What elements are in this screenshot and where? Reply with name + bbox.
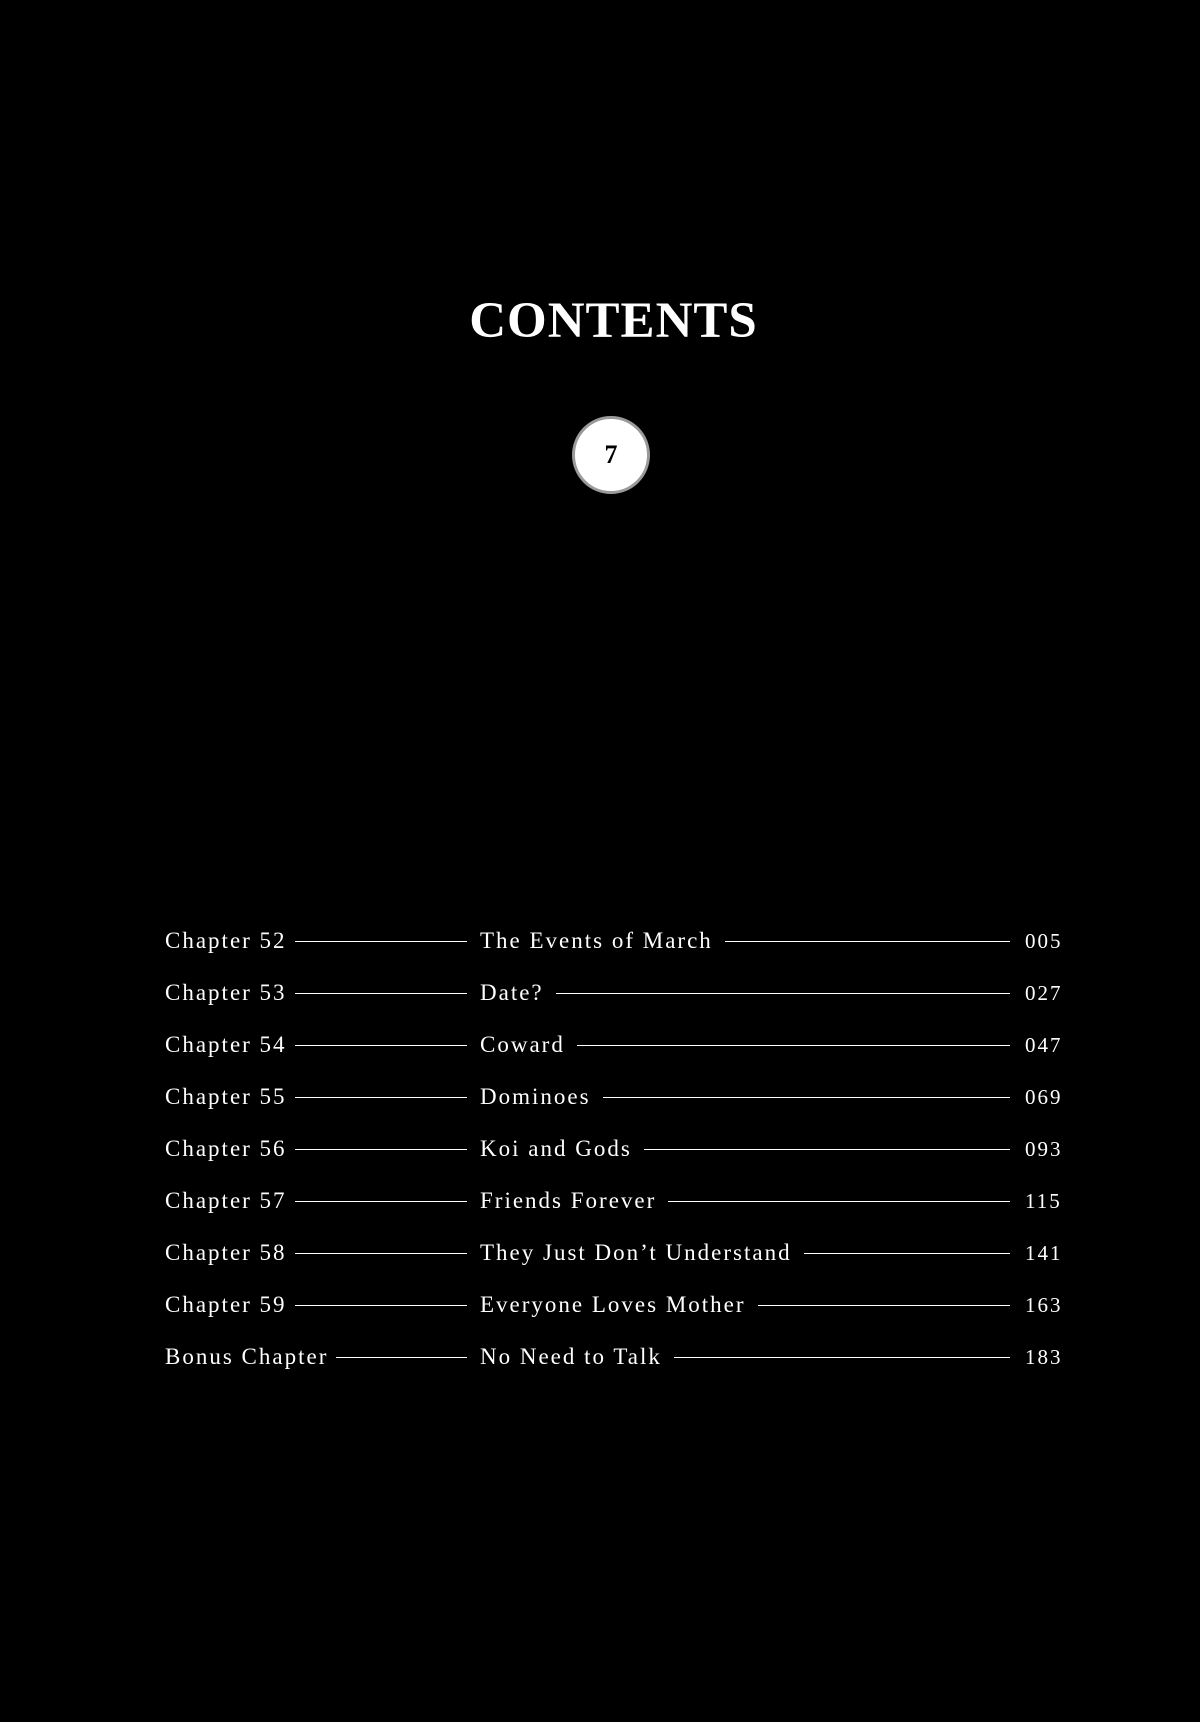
chapter-label: Chapter 56 <box>165 1134 295 1164</box>
page-number: 005 <box>1023 926 1063 956</box>
chapter-title: Date? <box>480 978 556 1008</box>
page-number: 183 <box>1023 1342 1063 1372</box>
chapter-label: Bonus Chapter <box>165 1342 336 1372</box>
toc-row[interactable] <box>0 1226 1200 1278</box>
chapter-title: Koi and Gods <box>480 1134 644 1164</box>
leader-line <box>295 1201 467 1202</box>
toc-row[interactable] <box>0 1278 1200 1330</box>
chapter-label: Chapter 54 <box>165 1030 295 1060</box>
table-of-contents <box>0 914 1200 1382</box>
leader-line <box>295 1045 467 1046</box>
page-number: 115 <box>1023 1186 1062 1216</box>
leader-line <box>295 941 467 942</box>
leader-line <box>295 1097 467 1098</box>
chapter-title: No Need to Talk <box>480 1342 674 1372</box>
chapter-label: Chapter 59 <box>165 1290 295 1320</box>
page-number: 027 <box>1023 978 1063 1008</box>
toc-row[interactable] <box>0 966 1200 1018</box>
leader-line <box>295 993 467 994</box>
page-number: 069 <box>1023 1082 1063 1112</box>
page-title: CONTENTS <box>469 293 758 350</box>
chapter-label: Chapter 55 <box>165 1082 295 1112</box>
chapter-title: Everyone Loves Mother <box>480 1290 758 1320</box>
chapter-title: Dominoes <box>480 1082 603 1112</box>
volume-badge <box>572 416 650 494</box>
chapter-title: Coward <box>480 1030 577 1060</box>
chapter-title: The Events of March <box>480 926 725 956</box>
leader-line <box>295 1253 467 1254</box>
toc-row[interactable] <box>0 1018 1200 1070</box>
toc-row[interactable] <box>0 1070 1200 1122</box>
toc-row[interactable] <box>0 914 1200 966</box>
chapter-label: Chapter 57 <box>165 1186 295 1216</box>
chapter-label: Chapter 52 <box>165 926 295 956</box>
chapter-label: Chapter 58 <box>165 1238 295 1268</box>
chapter-title: They Just Don’t Understand <box>480 1238 804 1268</box>
leader-line <box>295 1305 467 1306</box>
page-number: 163 <box>1023 1290 1063 1320</box>
leader-line <box>295 1149 467 1150</box>
toc-row[interactable] <box>0 1174 1200 1226</box>
page-number: 141 <box>1023 1238 1063 1268</box>
volume-number: 7 <box>604 440 618 469</box>
page-number: 047 <box>1023 1030 1063 1060</box>
chapter-label: Chapter 53 <box>165 978 295 1008</box>
leader-line <box>480 993 1010 994</box>
toc-row[interactable] <box>0 1330 1200 1382</box>
chapter-title: Friends Forever <box>480 1186 668 1216</box>
page-number: 093 <box>1023 1134 1063 1164</box>
toc-row[interactable] <box>0 1122 1200 1174</box>
